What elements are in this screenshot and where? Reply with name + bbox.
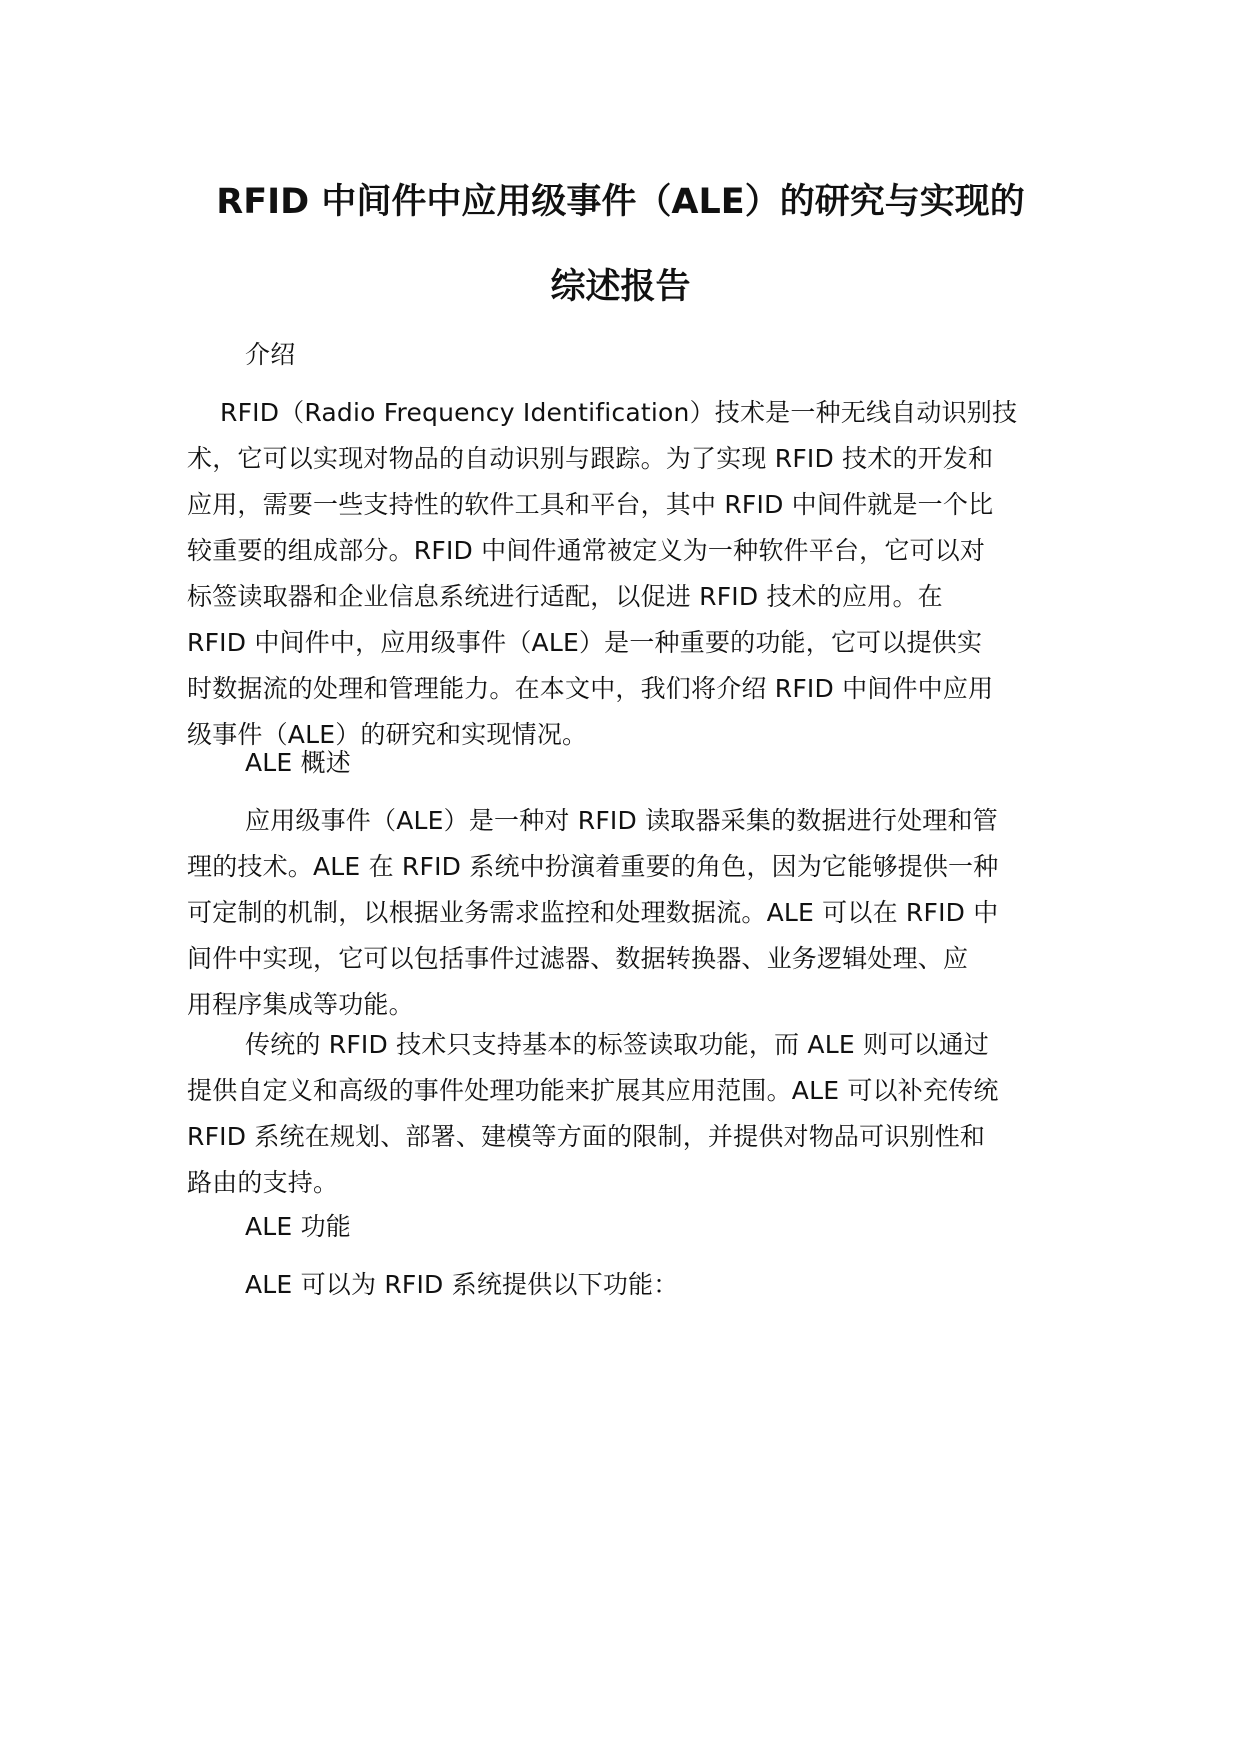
- document-title-line-1: RFID 中间件中应用级事件（ALE）的研究与实现的: [216, 182, 1025, 222]
- text-line: 提供自定义和高级的事件处理功能来扩展其应用范围。ALE 可以补充传统: [187, 1076, 999, 1105]
- text-line: RFID（Radio Frequency Identification）技术是一种无线自动识别技: [220, 398, 1018, 427]
- text-line: 标签读取器和企业信息系统进行适配，以促进 RFID 技术的应用。在: [187, 582, 943, 611]
- text-line: 可定制的机制，以根据业务需求监控和处理数据流。ALE 可以在 RFID 中: [187, 898, 999, 927]
- text-line: 较重要的组成部分。RFID 中间件通常被定义为一种软件平台，它可以对: [187, 536, 986, 565]
- section-heading-intro: 介绍: [245, 340, 296, 369]
- paragraph-intro: [187, 390, 1057, 758]
- text-line: 级事件（ALE）的研究和实现情况。: [187, 720, 588, 749]
- paragraph-function-intro: ALE 可以为 RFID 系统提供以下功能：: [245, 1270, 679, 1299]
- text-line: 应用，需要一些支持性的软件工具和平台，其中 RFID 中间件就是一个比: [187, 490, 994, 519]
- text-line: 用程序集成等功能。: [187, 990, 414, 1019]
- text-line: 术，它可以实现对物品的自动识别与跟踪。为了实现 RFID 技术的开发和: [187, 444, 994, 473]
- section-heading-overview: ALE 概述: [245, 748, 351, 777]
- text-line: 传统的 RFID 技术只支持基本的标签读取功能，而 ALE 则可以通过: [245, 1030, 989, 1059]
- text-line: 时数据流的处理和管理能力。在本文中，我们将介绍 RFID 中间件中应用: [187, 674, 994, 703]
- text-line: RFID 中间件中，应用级事件（ALE）是一种重要的功能，它可以提供实: [187, 628, 983, 657]
- text-line: 间件中实现，它可以包括事件过滤器、数据转换器、业务逻辑处理、应: [187, 944, 969, 973]
- text-line: 路由的支持。: [187, 1168, 339, 1197]
- section-heading-function: ALE 功能: [245, 1212, 351, 1241]
- text-line: RFID 系统在规划、部署、建模等方面的限制，并提供对物品可识别性和: [187, 1122, 986, 1151]
- text-line: 应用级事件（ALE）是一种对 RFID 读取器采集的数据进行处理和管: [245, 806, 998, 835]
- document-title-line-2: 综述报告: [550, 267, 691, 307]
- text-line: 理的技术。ALE 在 RFID 系统中扮演着重要的角色，因为它能够提供一种: [187, 852, 999, 881]
- paragraph-overview-2: [187, 1022, 1057, 1206]
- paragraph-overview-1: [187, 798, 1057, 1028]
